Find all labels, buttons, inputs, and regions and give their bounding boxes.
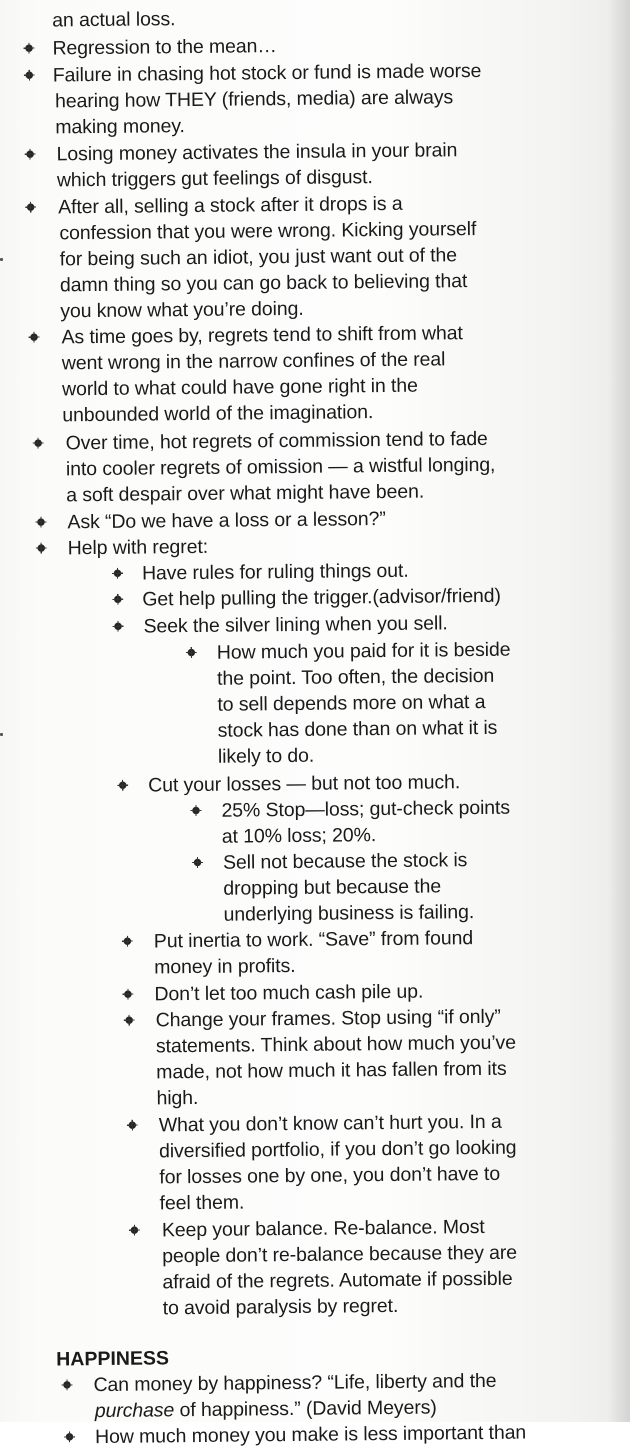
flower-bullet-icon [25,202,36,213]
text-line: likely to do. [217,744,315,768]
text-line: confession that you were wrong. Kicking yourself [59,218,477,245]
flower-bullet-icon [28,332,39,343]
text-line: What you don’t know can’t hurt you. In a [158,1110,502,1137]
text-line: Over time, hot regrets of commission tend to fade [65,427,488,455]
flower-bullet-icon [36,543,47,554]
text-line: money in profits. [154,954,296,979]
text-line: unbounded world of the imagination. [62,401,374,427]
text-line: After all, selling a stock after it drops is a [58,192,403,219]
text-line: 25% Stop—loss; gut-check points [221,796,511,822]
flower-bullet-icon [192,857,203,868]
text-line: the point. Too often, the decision [217,664,495,690]
text-line: Seek the silver lining when you sell. [143,612,448,638]
flower-bullet-icon [122,989,133,1000]
text-line: for losses one by one, you don’t have to [159,1162,501,1189]
flower-bullet-icon [127,1120,138,1131]
text-line: to avoid paralysis by regret. [162,1294,399,1320]
flower-bullet-icon [35,517,46,528]
text-line: Put inertia to work. “Save” from found [153,927,474,953]
margin-mark [0,733,3,736]
text-line: Ask “Do we have a loss or a lesson?” [67,507,386,534]
text-line: feel them. [159,1191,245,1215]
flower-bullet-icon [64,1431,75,1442]
text-line: into cooler regrets of omission — a wistful longing, [65,453,496,481]
text-line: How much you paid for it is beside [216,638,511,664]
text-line: high. [156,1086,199,1110]
text-line: hearing how THEY (friends, media) are always [54,86,454,113]
text-line: Failure in chasing hot stock or fund is made worse [52,59,482,87]
text-line: made, not how much it has fallen from its [156,1057,507,1084]
flower-bullet-icon [61,1379,72,1390]
flower-bullet-icon [112,568,123,579]
flower-bullet-icon [129,1225,140,1236]
text-line: Can money by happiness? “Life, liberty and the [93,1369,497,1397]
text-line: Cut your losses — but not too much. [148,771,461,797]
text-line: Don’t let too much cash pile up. [154,980,424,1006]
text-line: afraid of the regrets. Automate if possible [162,1267,513,1294]
text-line: Change your frames. Stop using “if only” [155,1005,501,1032]
text-line: stock has done than on what it is [217,716,498,742]
text-line: making money. [55,115,185,139]
text-line: to sell depends more on what a [217,690,486,716]
flower-bullet-icon [117,780,128,791]
margin-mark [0,258,3,261]
text-line: dropping but because the [223,875,442,900]
text-line: statements. Think about how much you’ve [155,1031,516,1058]
text-line: diversified portfolio, if you don’t go looking [158,1136,517,1163]
text-line: Help with regret: [67,535,209,560]
text-line: Regression to the mean… [52,35,277,60]
flower-bullet-icon [112,594,123,605]
text-line: Have rules for ruling things out. [141,559,409,585]
flower-bullet-icon [124,1015,135,1026]
text-line: an actual loss. [52,8,176,32]
section-heading: HAPPINESS [56,1347,170,1371]
text-line: Sell not because the stock is [222,849,468,874]
text-line: people don’t re-balance because they are [162,1241,518,1268]
text-fragment: of happiness.” (David Meyers) [174,1396,437,1422]
text-line: world to what could have gone right in the [61,374,418,401]
flower-bullet-icon [33,438,44,449]
text-line: Losing money activates the insula in your brain [56,139,458,166]
flower-bullet-icon [23,43,34,54]
text-line: for being such an idiot, you just want out of the [59,244,458,271]
text-line: a soft despair over what might have been. [66,480,425,507]
flower-bullet-icon [190,805,201,816]
text-line: went wrong in the narrow confines of the real [61,348,446,375]
flower-bullet-icon [113,621,124,632]
text-line: which triggers gut feelings of disgust. [56,166,373,192]
italic-word: purchase [94,1399,175,1423]
text-line: at 10% loss; 20%. [221,824,377,848]
page-edge-shadow [608,0,630,1422]
text-line: damn thing so you can go back to believing that [59,270,468,297]
flower-bullet-icon [186,647,197,658]
text-line: Keep your balance. Re-balance. Most [161,1215,485,1242]
text-line: How much money you make is less important than [94,1421,527,1449]
text-line: Get help pulling the trigger.(advisor/friend) [142,584,502,611]
flower-bullet-icon [25,149,36,160]
text-line-mixed [95,1395,437,1425]
flower-bullet-icon [24,70,35,81]
text-line: As time goes by, regrets tend to shift from what [61,322,463,349]
text-line: you know what you’re doing. [60,297,304,323]
text-line: underlying business is failing. [223,901,475,926]
flower-bullet-icon [122,936,133,947]
